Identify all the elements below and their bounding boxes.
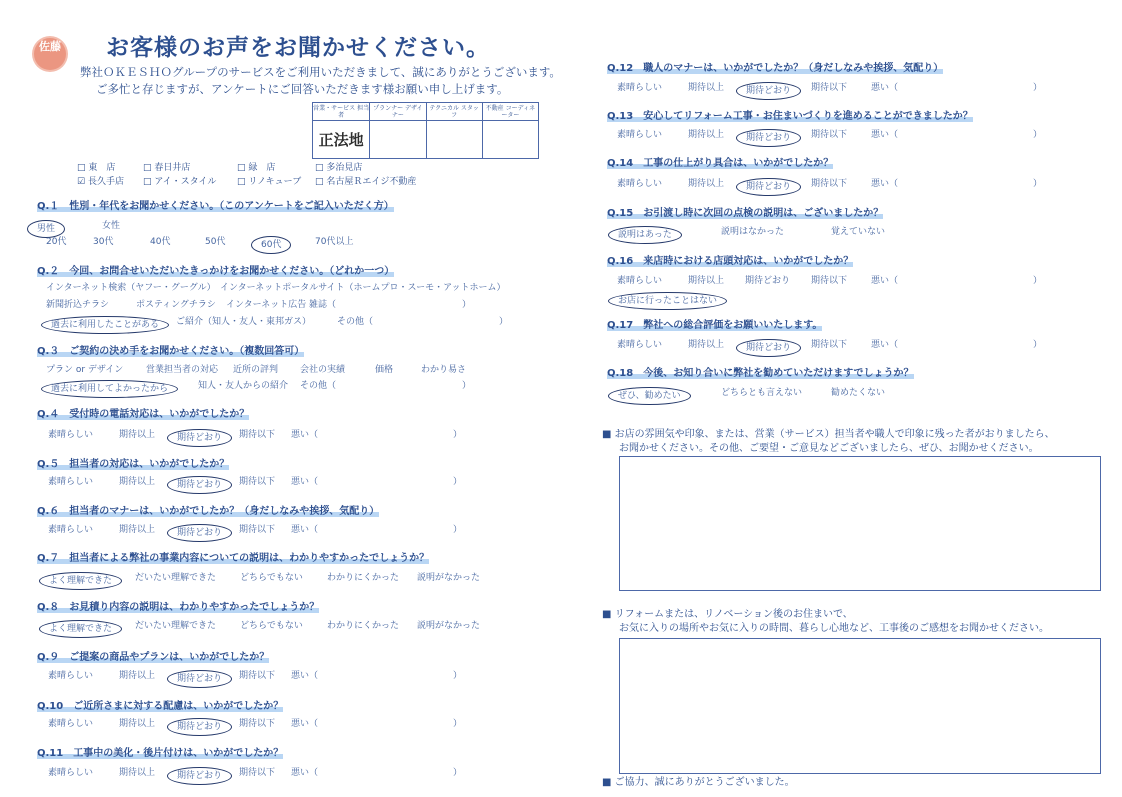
answer-option[interactable]: 新聞折込チラシ [46,300,110,310]
answer-option[interactable]: お店に行ったことはない [617,292,745,310]
store-checkbox[interactable]: □ 東 店 [77,161,143,175]
question-text: Q.４ 受付時の電話対応は、いかがでしたか？ [37,409,250,420]
answer-option[interactable]: 価格 [375,365,394,375]
answer-option[interactable]: 男性 [36,220,83,238]
answer-option[interactable]: 説明がなかった [417,621,481,631]
answer-option[interactable]: インターネット検索（ヤフー・グーグル） [46,283,216,293]
answer-option[interactable]: 期待以下 [811,179,848,189]
store-checkbox[interactable]: □ アイ・スタイル [143,175,237,189]
answer-option[interactable]: 知人・友人からの紹介 [198,381,289,391]
answer-option[interactable]: ご紹介（知人・友人・東邦ガス） [176,317,312,327]
answer-option[interactable]: 過去に利用してよかったから [50,380,196,398]
answer-option[interactable]: 説明はあった [617,226,700,244]
store-checkbox[interactable]: ☑ 長久手店 [77,175,143,189]
answer-option[interactable]: インターネット広告 [226,300,307,310]
answer-option[interactable]: 期待どおり [176,670,250,688]
answer-option[interactable]: 50代 [205,237,226,247]
answer-option[interactable]: 期待どおり [745,276,791,286]
company-seal: 佐藤 [34,38,66,70]
answer-option[interactable]: 悪い（ ） [871,276,1043,286]
question-text: Q.11 工事中の美化・後片付けは、いかがでしたか？ [37,748,284,759]
answer-option[interactable]: 悪い（ ） [291,768,463,778]
question-text: Q.17 弊社への総合評価をお願いいたします。 [607,320,823,331]
answer-option[interactable]: 期待どおり [176,429,250,447]
comment2-prompt-1: ■ リフォームまたは、リノベーション後のお住まいで、 [602,608,853,622]
answer-option[interactable]: 近所の評判 [233,365,279,375]
answer-option[interactable]: 期待以上 [688,340,725,350]
question-text: Q.１ 性別・年代をお聞かせください。（このアンケートをご記入いただく方） [37,201,394,212]
question-text: Q.14 工事の仕上がり具合は、いかがでしたか？ [607,158,834,169]
answer-option[interactable]: 30代 [93,237,114,247]
answer-option[interactable]: 悪い（ ） [871,340,1043,350]
answer-option[interactable]: よく理解できた [48,572,140,590]
answer-option[interactable]: 期待どおり [176,767,250,785]
answer-option[interactable]: 素晴らしい [617,130,663,140]
answer-option[interactable]: 過去に利用したことがある [50,316,187,334]
question-text: Q.13 安心してリフォーム工事・お住まいづくりを進めることができましたか？ [607,111,973,122]
answer-option[interactable]: 悪い（ ） [291,719,463,729]
answer-option[interactable]: 素晴らしい [48,719,94,729]
question-text: Q.５ 担当者の対応は、いかがでしたか？ [37,459,230,470]
staff-header-sales: 営業・サービス 担当者 [313,103,369,121]
answer-option[interactable]: プラン or デザイン [46,365,124,375]
answer-option[interactable]: その他（ ） [300,381,472,391]
answer-option[interactable]: よく理解できた [48,620,140,638]
answer-option[interactable]: 素晴らしい [48,671,94,681]
question-text: Q.６ 担当者のマナーは、いかがでしたか？（身だしなみや挨拶、気配り） [37,506,380,517]
answer-option[interactable]: 40代 [150,237,171,247]
staff-value-tech [426,121,482,158]
answer-option[interactable]: 悪い（ ） [871,130,1043,140]
answer-option[interactable]: 20代 [46,237,67,247]
answer-option[interactable]: 雑誌（ ） [309,300,472,310]
answer-option[interactable]: 素晴らしい [48,430,94,440]
answer-option[interactable]: 期待以下 [239,525,276,535]
question-text: Q.２ 今回、お問合せいただいたきっかけをお聞かせください。（どれか一つ） [37,266,395,277]
answer-option[interactable]: 期待以上 [688,179,725,189]
staff-header-realestate: 不動産 コーディネーター [482,103,538,121]
answer-option[interactable]: 期待以上 [119,719,156,729]
answer-option[interactable]: 期待どおり [176,718,250,736]
store-checkbox[interactable]: □ 名古屋Ｒエイジ不動産 [315,175,425,189]
store-checkbox[interactable]: □ 多治見店 [315,161,425,175]
staff-value-planner [369,121,425,158]
store-checkbox[interactable]: □ リノキューブ [237,175,315,189]
comment1-prompt-1: ■ お店の雰囲気や印象、または、営業（サービス）担当者や職人で印象に残った者がおりましたら、 [602,428,1055,442]
staff-value-sales: 正法地 [318,131,364,149]
question-text: Q.15 お引渡し時に次回の点検の説明は、ございましたか？ [607,208,884,219]
question-text: Q.９ ご提案の商品やプランは、いかがでしたか？ [37,652,270,663]
answer-option[interactable]: 悪い（ ） [291,525,463,535]
intro-line-2: ご多忙と存じますが、アンケートにご回答いただきます様お願い申し上げます。 [96,82,509,96]
answer-option[interactable]: 期待以下 [239,430,276,440]
comment1-prompt-2: お聞かせください。その他、ご要望・ご意見などございましたら、ぜひ、お聞かせください。 [619,443,1039,454]
store-checkbox-grid [77,161,417,189]
answer-option[interactable]: 期待どおり [745,339,819,357]
answer-option[interactable]: どちらとも言えない [721,388,803,398]
question-text: Q.８ お見積り内容の説明は、わかりやすかったでしょうか？ [37,602,320,613]
answer-option[interactable]: 期待どおり [745,178,819,196]
answer-option[interactable]: 素晴らしい [617,83,663,93]
answer-option[interactable]: 悪い（ ） [871,83,1043,93]
store-checkbox[interactable]: □ 春日井店 [143,161,237,175]
answer-option[interactable]: 悪い（ ） [871,179,1043,189]
page-title: お客様のお声をお聞かせください。 [106,35,490,61]
answer-option[interactable]: 70代以上 [315,237,354,247]
answer-option[interactable]: 期待どおり [745,129,819,147]
answer-option[interactable]: だいたい理解できた [135,573,217,583]
answer-option[interactable]: 期待以下 [239,671,276,681]
answer-option[interactable]: わかりにくかった [327,621,400,631]
answer-option[interactable]: その他（ ） [337,317,509,327]
answer-option[interactable]: 期待どおり [176,476,250,494]
answer-option[interactable]: 期待以上 [688,130,725,140]
store-checkbox[interactable]: □ 緑 店 [237,161,315,175]
answer-option[interactable]: 覚えていない [831,227,886,237]
answer-option[interactable]: 素晴らしい [48,477,94,487]
answer-option[interactable]: 期待以上 [688,83,725,93]
answer-option[interactable]: 会社の実績 [300,365,346,375]
answer-option[interactable]: 期待以上 [119,430,156,440]
answer-option[interactable]: 悪い（ ） [291,430,463,440]
question-text: Q.12 職人のマナーは、いかがでしたか？（身だしなみや挨拶、気配り） [607,63,944,74]
answer-option[interactable]: 説明がなかった [417,573,481,583]
answer-option[interactable]: 悪い（ ） [291,671,463,681]
comment-box-2[interactable] [619,638,1101,774]
answer-option[interactable]: 期待以下 [811,276,848,286]
staff-header-tech: テクニカル スタッフ [426,103,482,121]
answer-option[interactable]: 期待以下 [811,83,848,93]
intro-line-1: 弊社ＯＫＥＳＨＯグループのサービスをご利用いただきまして、誠にありがとうございます。 [80,65,561,79]
answer-option[interactable]: 60代 [260,236,309,254]
answer-option[interactable]: どちらでもない [240,573,303,583]
answer-option[interactable]: 期待以上 [119,477,156,487]
answer-option[interactable]: 期待以下 [811,130,848,140]
answer-option[interactable]: 素晴らしい [48,525,94,535]
comment2-prompt-2: お気に入りの場所やお気に入りの時間、暮らし心地など、工事後のご感想をお聞かせください。 [619,623,1049,634]
answer-option[interactable]: わかりにくかった [327,573,400,583]
answer-option[interactable]: 女性 [102,221,121,231]
answer-option[interactable]: 期待以下 [239,719,276,729]
answer-option[interactable]: 期待以上 [119,768,156,778]
question-text: Q.３ ご契約の決め手をお聞かせください。（複数回答可） [37,346,305,357]
answer-option[interactable]: 営業担当者の対応 [146,365,219,375]
answer-option[interactable]: 期待以下 [239,477,276,487]
thanks-note: ■ ご協力、誠にありがとうございました。 [602,776,795,790]
staff-value-realestate [482,121,538,158]
answer-option[interactable]: 素晴らしい [617,276,663,286]
answer-option[interactable]: わかり易さ [421,365,467,375]
staff-header-planner: プランナー デザイナー [369,103,425,121]
answer-option[interactable]: 期待以上 [119,525,156,535]
answer-option[interactable]: 期待以上 [119,671,156,681]
answer-option[interactable]: 悪い（ ） [291,477,463,487]
answer-option[interactable]: 素晴らしい [617,340,663,350]
answer-option[interactable]: 期待以上 [688,276,725,286]
question-text: Q.18 今後、お知り合いに弊社を勧めていただけますでしょうか？ [607,368,914,379]
question-text: Q.７ 担当者による弊社の事業内容についての説明は、わかりやすかったでしょうか？ [37,553,430,564]
question-text: Q.16 来店時における店頭対応は、いかがでしたか？ [607,256,854,267]
answer-option[interactable]: どちらでもない [240,621,303,631]
comment-box-1[interactable] [619,456,1101,591]
question-text: Q.10 ご近所さまに対する配慮は、いかがでしたか？ [37,701,284,712]
staff-table [312,102,539,159]
answer-option[interactable]: 素晴らしい [617,179,663,189]
answer-option[interactable]: ポスティングチラシ [136,300,216,310]
answer-option[interactable]: 期待どおり [745,82,819,100]
answer-option[interactable]: ぜひ、勧めたい [617,387,709,405]
answer-option[interactable]: インターネットポータルサイト（ホームプロ・スーモ・アットホーム） [220,283,506,293]
answer-option[interactable]: 期待どおり [176,524,250,542]
answer-option[interactable]: だいたい理解できた [135,621,217,631]
answer-option[interactable]: 説明はなかった [721,227,785,237]
answer-option[interactable]: 期待以下 [811,340,848,350]
answer-option[interactable]: 期待以下 [239,768,276,778]
answer-option[interactable]: 勧めたくない [831,388,886,398]
answer-option[interactable]: 素晴らしい [48,768,94,778]
